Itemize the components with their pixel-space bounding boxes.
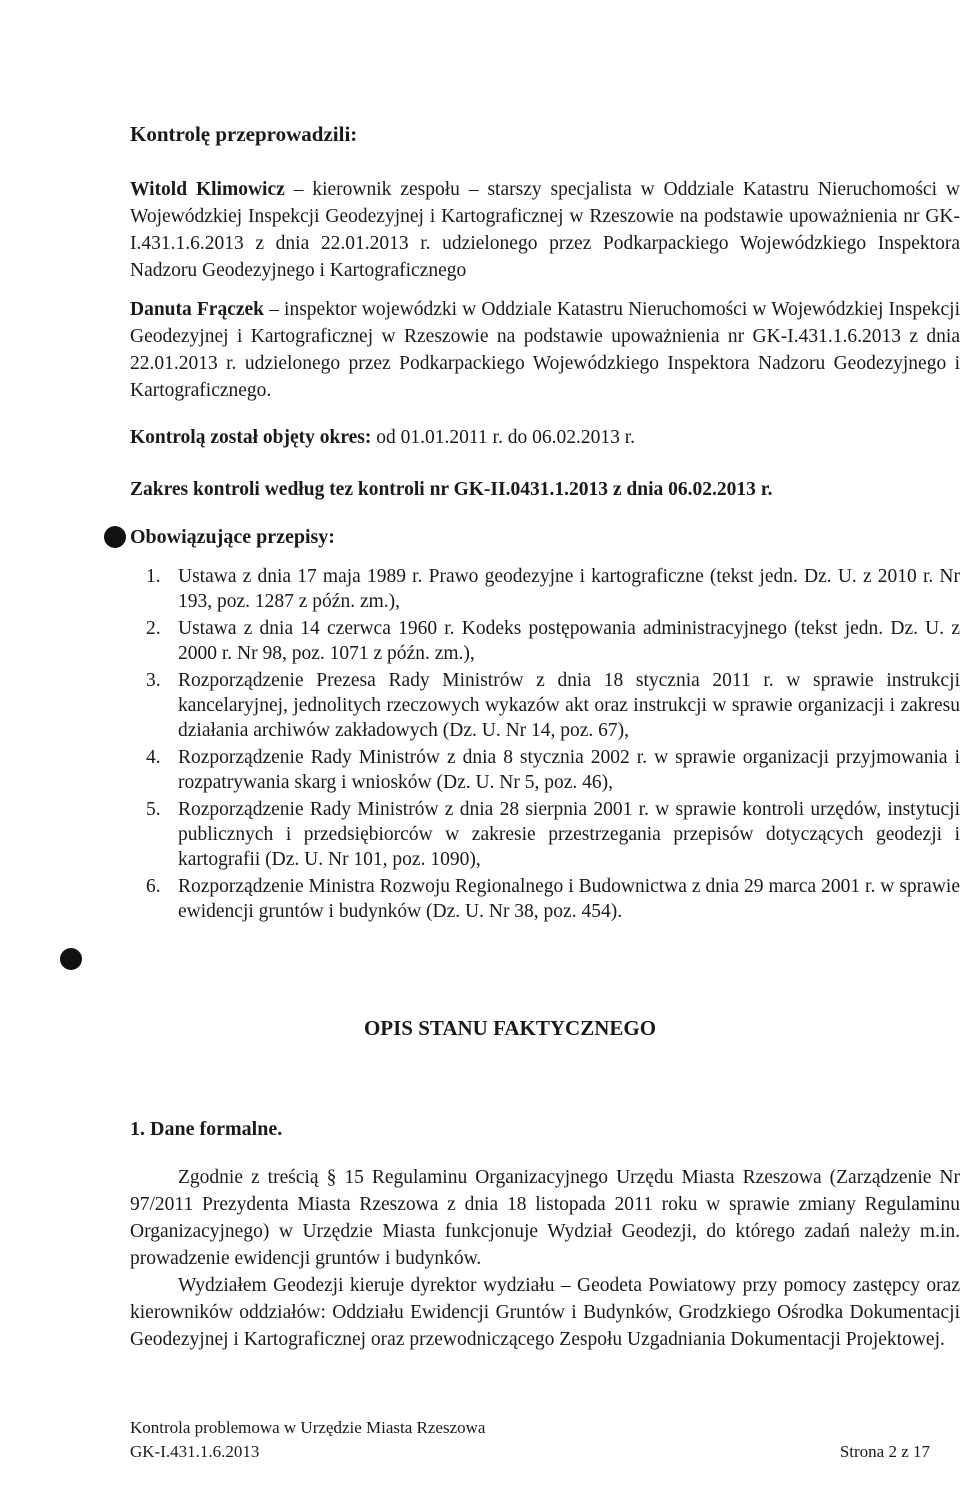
- footer-reference: GK-I.431.1.6.2013: [130, 1442, 260, 1461]
- subsection-title: 1. Dane formalne.: [130, 1118, 283, 1140]
- section-title: OPIS STANU FAKTYCZNEGO: [363, 1016, 657, 1040]
- inspector-name-2: Danuta Frączek: [130, 299, 265, 320]
- regulation-item: 5. Rozporządzenie Rady Ministrów z dnia 28 sierpnia 2001 r. w sprawie kontroli urzędów, instytucji publicznych i przedsiębiorców w zakresie przestrzegania przepisów dotyczących geodezji i kartografii (Dz. U. Nr 101, poz. 1090),: [146, 799, 960, 870]
- page-number: Strona 2 z 17: [839, 1442, 930, 1461]
- regulation-item: 3. Rozporządzenie Prezesa Rady Ministrów z dnia 18 stycznia 2011 r. w sprawie instrukcji kancelaryjnej, jednolitych rzeczowych wykazów akt oraz instrukcji w sprawie organizacji i zakresu działania archiwów zakładowych (Dz. U. Nr 14, poz. 67),: [146, 670, 960, 741]
- control-scope: Zakres kontroli według tez kontroli nr GK-II.0431.1.2013 z dnia 06.02.2013 r.: [130, 479, 773, 500]
- punch-hole: [60, 948, 82, 970]
- footer-title: Kontrola problemowa w Urzędzie Miasta Rzeszowa: [130, 1418, 486, 1437]
- regulations-list: [130, 564, 960, 926]
- inspector-text-1: – kierownik zespołu – starszy specjalista w Oddziale Katastru Nieruchomości w Wojewódzkiej Inspekcji Geodezyjnej i Kartograficznej w Rzeszowie na podstawie upoważnienia nr GK-I.431.1.6.2013 z dnia 22.01.2013 r. udzielonego przez Podkarpackiego Wojewódzkiego Inspektora Nadzoru Geodezyjnego i Kartograficznego: [130, 179, 960, 281]
- control-period-value: od 01.01.2011 r. do 06.02.2013 r.: [371, 427, 636, 448]
- inspector-name-1: Witold Klimowicz: [130, 179, 285, 200]
- regulations-heading: Obowiązujące przepisy:: [130, 526, 335, 548]
- inspectors-heading: Kontrolę przeprowadzili:: [130, 122, 358, 146]
- body-paragraph-1: Zgodnie z treścią § 15 Regulaminu Organizacyjnego Urzędu Miasta Rzeszowa (Zarządzenie Nr 97/2011 Prezydenta Miasta Rzeszowa z dnia 18 listopada 2011 roku w sprawie zmiany Regulaminu Organizacyjnego) w Urzędzie Miasta funkcjonuje Wydział Geodezji, do którego zadań należy m.in. prowadzenie ewidencji gruntów i budynków.: [130, 1167, 960, 1269]
- inspector-paragraph-2: [130, 296, 960, 404]
- inspector-text-2: – inspektor wojewódzki w Oddziale Katastru Nieruchomości w Wojewódzkiej Inspekcji Geodezyjnej i Kartograficznej w Rzeszowie na podstawie upoważnienia nr GK-I.431.1.6.2013 z dnia 22.01.2013 r. udzielonego przez Podkarpackiego Wojewódzkiego Inspektora Nadzoru Geodezyjnego i Kartograficznego.: [130, 299, 960, 401]
- regulation-item: 2. Ustawa z dnia 14 czerwca 1960 r. Kodeks postępowania administracyjnego (tekst jedn. Dz. U. z 2000 r. Nr 98, poz. 1071 z późn. zm.),: [146, 618, 960, 664]
- body-paragraph-2: Wydziałem Geodezji kieruje dyrektor wydziału – Geodeta Powiatowy przy pomocy zastępcy oraz kierowników oddziałów: Oddziału Ewidencji Gruntów i Budynków, Grodzkiego Ośrodka Dokumentacji Geodezyjnej i Kartograficznej oraz przewodniczącego Zespołu Uzgadniania Dokumentacji Projektowej.: [130, 1275, 960, 1350]
- inspector-paragraph-1: [130, 176, 960, 284]
- regulation-item: 4. Rozporządzenie Rady Ministrów z dnia 8 stycznia 2002 r. w sprawie organizacji przyjmowania i rozpatrywania skarg i wniosków (Dz. U. Nr 5, poz. 46),: [146, 747, 960, 793]
- punch-hole: [104, 526, 126, 548]
- regulation-item: 1. Ustawa z dnia 17 maja 1989 r. Prawo geodezyjne i kartograficzne (tekst jedn. Dz. U. z 2010 r. Nr 193, poz. 1287 z późn. zm.),: [146, 566, 960, 612]
- control-period: [130, 424, 960, 451]
- control-period-label: Kontrolą został objęty okres:: [130, 427, 372, 448]
- regulation-item: 6. Rozporządzenie Ministra Rozwoju Regionalnego i Budownictwa z dnia 29 marca 2001 r. w sprawie ewidencji gruntów i budynków (Dz. U. Nr 38, poz. 454).: [146, 876, 960, 922]
